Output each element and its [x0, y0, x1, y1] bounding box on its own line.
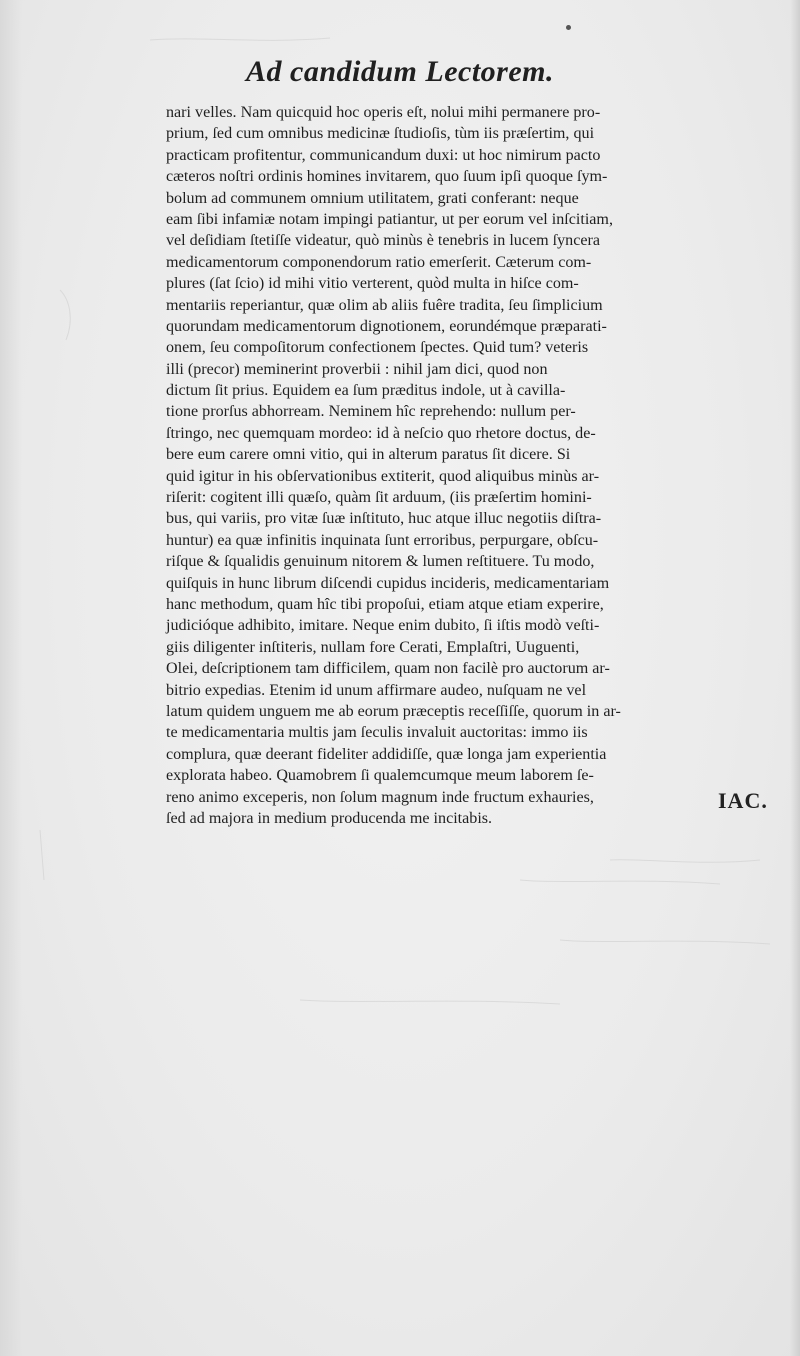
text-line: bere eum carere omni vitio, qui in alterum paratus ſit dicere. Si [166, 445, 571, 464]
text-line: vel deſidiam ſtetiſſe videatur, quò minùs è tenebris in lucem ſyncera [166, 231, 600, 250]
text-line: reno animo exceperis, non ſolum magnum inde fructum exhauries, [166, 787, 594, 806]
text-line: mentariis reperiantur, quæ olim ab aliis fuêre tradita, ſeu ſimplicium [166, 295, 603, 314]
text-line: illi (precor) meminerint proverbii : nihil jam dici, quod non [166, 359, 548, 378]
text-line: riſque & ſqualidis genuinum nitorem & lumen reſtituere. Tu modo, [166, 552, 595, 571]
text-line: Olei, deſcriptionem tam difficilem, quam non facilè pro auctorum ar- [166, 659, 610, 678]
text-line: judicióque adhibito, imitare. Neque enim dubito, ſi iſtis modò veſti- [166, 616, 600, 635]
text-line: quid igitur in his obſervationibus extiterit, quod aliquibus minùs ar- [166, 466, 600, 485]
text-line: prium, ſed cum omnibus medicinæ ſtudioſis, tùm iis præſertim, qui [166, 124, 595, 143]
text-line: bolum ad communem omnium utilitatem, grati conferant: neque [166, 188, 579, 207]
spine-shadow [0, 0, 22, 1356]
text-line: medicamentorum componendorum ratio emerſerit. Cæterum com- [166, 252, 592, 271]
text-line: nari velles. Nam quicquid hoc operis eſt, nolui mihi permanere pro- [166, 103, 601, 121]
text-line: explorata habeo. Quamobrem ſi qualemcumque meum laborem ſe- [166, 766, 594, 785]
catchword: IAC. [718, 788, 768, 813]
text-line: complura, quæ deerant fideliter addidiſſe, quæ longa jam experientia [166, 744, 607, 763]
text-line: giis diligenter inſtiteris, nullam fore Cerati, Emplaſtri, Uuguenti, [166, 637, 580, 656]
text-line: bus, qui variis, pro vitæ ſuæ inſtituto, huc atque illuc negotiis diſtra- [166, 509, 602, 528]
text-line: eam ſibi infamiæ notam impingi patiantur, ut per eorum vel inſcitiam, [166, 209, 613, 228]
text-line: cæteros noſtri ordinis homines invitarem, quo ſuum ipſi quoque ſym- [166, 167, 608, 186]
text-line: practicam profitentur, communicandum duxi: ut hoc nimirum pacto [166, 145, 601, 164]
text-line: ſed ad majora in medium producenda me incitabis. [166, 808, 493, 827]
text-line: latum quidem unguem me ab eorum præceptis receſſiſſe, quorum in ar- [166, 701, 621, 720]
text-line: quorundam medicamentorum dignotionem, eorundémque præparati- [166, 316, 607, 335]
text-line: hanc methodum, quam hîc tibi propoſui, etiam atque etiam experire, [166, 594, 604, 613]
text-line: ſtringo, nec quemquam mordeo: id à neſcio quo rhetore doctus, de- [166, 423, 596, 442]
body-text [166, 102, 798, 829]
printer-mark [566, 25, 571, 30]
text-line: riſerit: cogitent illi quæſo, quàm ſit arduum, (iis præſertim homini- [166, 488, 592, 507]
text-line: onem, ſeu compoſitorum confectionem ſpectes. Quid tum? veteris [166, 338, 589, 357]
text-line: bitrio expedias. Etenim id unum affirmare audeo, nuſquam ne vel [166, 680, 587, 699]
text-line: quiſquis in hunc librum diſcendi cupidus incideris, medicamentariam [166, 573, 610, 592]
text-line: huntur) ea quæ infinitis inquinata ſunt erroribus, perpurgare, obſcu- [166, 530, 599, 549]
text-line: tione prorſus abhorream. Neminem hîc reprehendo: nullum per- [166, 402, 576, 421]
text-line: plures (ſat ſcio) id mihi vitio verterent, quòd multa in hiſce com- [166, 274, 579, 293]
text-line: te medicamentaria multis jam ſeculis invaluit auctoritas: immo iis [166, 723, 588, 742]
text-line: dictum ſit prius. Equidem ea ſum præditus indole, ut à cavilla- [166, 381, 566, 400]
running-head: Ad candidum Lectorem. [246, 55, 554, 88]
